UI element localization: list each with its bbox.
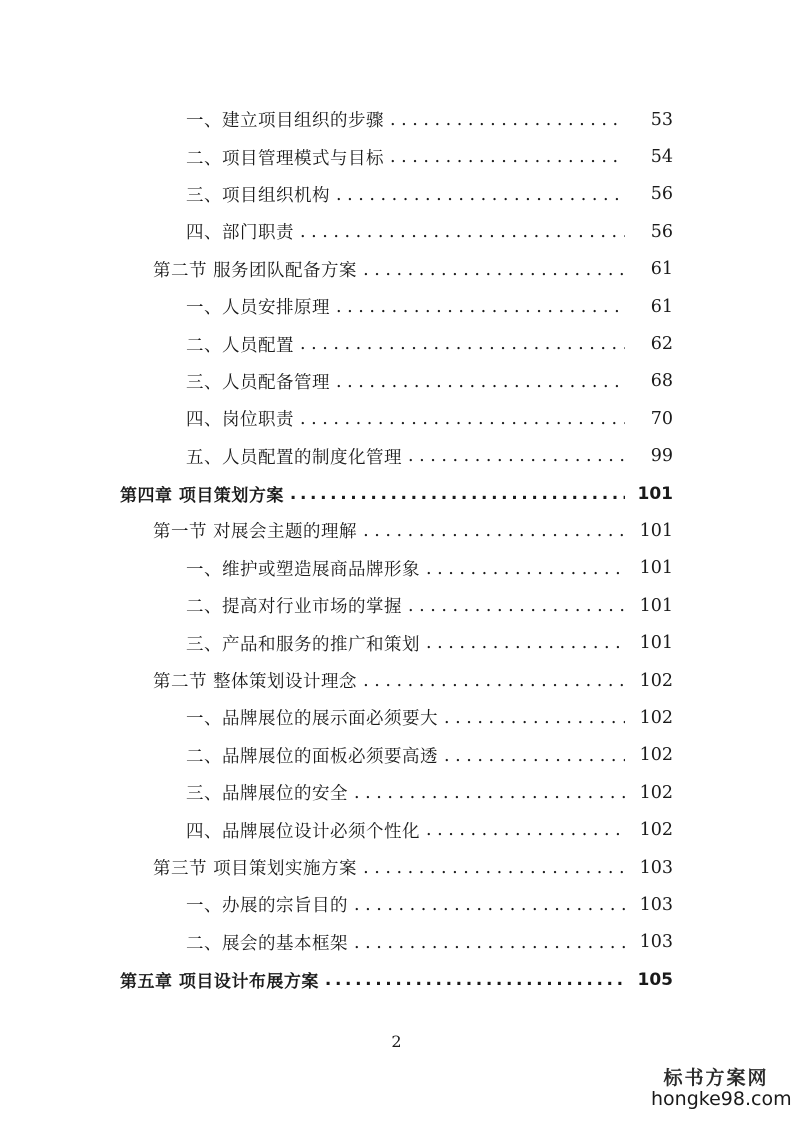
toc-dot-leader — [426, 561, 625, 579]
toc-entry-page: 99 — [650, 446, 673, 467]
toc-entry-page: 56 — [650, 184, 673, 205]
toc-entry-page: 102 — [639, 707, 673, 728]
toc-dot-leader — [336, 187, 625, 205]
toc-entry-title: 二、提高对行业市场的掌握 — [186, 597, 402, 618]
toc-entry-title: 三、项目组织机构 — [186, 185, 330, 206]
toc-entry-title: 四、岗位职责 — [186, 410, 294, 431]
watermark-site-name: 标书方案网 — [663, 1067, 769, 1090]
toc-section-entry[interactable] — [0, 849, 793, 886]
toc-dot-leader — [354, 785, 625, 803]
toc-entry-title: 一、品牌展位的展示面必须要大 — [186, 709, 438, 730]
toc-dot-leader — [300, 224, 625, 242]
toc-item-entry[interactable] — [0, 587, 793, 624]
toc-entry-page: 54 — [650, 147, 673, 168]
toc-entry-title: 三、产品和服务的推广和策划 — [186, 634, 420, 655]
toc-entry-page: 102 — [639, 745, 673, 766]
toc-entry-page: 103 — [639, 894, 673, 915]
toc-entry-title: 三、人员配备管理 — [186, 372, 330, 393]
toc-item-entry[interactable] — [0, 363, 793, 400]
toc-entry-page: 102 — [639, 782, 673, 803]
toc-item-entry[interactable] — [0, 325, 793, 362]
toc-dot-leader — [408, 448, 625, 466]
toc-chapter-entry[interactable] — [0, 475, 793, 512]
toc-chapter-entry[interactable] — [0, 961, 793, 998]
toc-dot-leader — [354, 897, 625, 915]
toc-entry-page: 68 — [650, 371, 673, 392]
toc-entry-page: 53 — [650, 109, 673, 130]
toc-item-entry[interactable] — [0, 101, 793, 138]
toc-item-entry[interactable] — [0, 774, 793, 811]
toc-dot-leader — [426, 635, 625, 653]
watermark-site-url: hongke98.com — [651, 1088, 792, 1111]
toc-entry-page: 103 — [639, 932, 673, 953]
toc-section-entry[interactable] — [0, 662, 793, 699]
toc-entry-title: 四、品牌展位设计必须个性化 — [186, 821, 420, 842]
page-number: 2 — [391, 1032, 402, 1051]
toc-item-entry[interactable] — [0, 213, 793, 250]
toc-entry-title: 一、办展的宗旨目的 — [186, 896, 348, 917]
toc-entry-page: 101 — [639, 558, 673, 579]
table-of-contents — [0, 101, 793, 998]
toc-dot-leader — [290, 486, 625, 503]
toc-dot-leader — [354, 935, 625, 953]
toc-entry-page: 61 — [650, 296, 673, 317]
toc-entry-title: 第一节 对展会主题的理解 — [153, 522, 358, 543]
toc-entry-page: 103 — [639, 857, 673, 878]
toc-item-entry[interactable] — [0, 438, 793, 475]
toc-dot-leader — [363, 262, 625, 280]
toc-dot-leader — [363, 523, 625, 541]
toc-entry-page: 102 — [639, 820, 673, 841]
toc-dot-leader — [390, 149, 625, 167]
toc-dot-leader — [363, 673, 625, 691]
toc-entry-title: 二、项目管理模式与目标 — [186, 148, 384, 169]
toc-dot-leader — [408, 598, 625, 616]
toc-entry-page: 101 — [639, 633, 673, 654]
toc-item-entry[interactable] — [0, 288, 793, 325]
toc-entry-title: 二、品牌展位的面板必须要高透 — [186, 746, 438, 767]
toc-entry-title: 第四章 项目策划方案 — [120, 486, 284, 507]
toc-dot-leader — [444, 710, 625, 728]
toc-dot-leader — [336, 299, 625, 317]
toc-entry-title: 第二节 整体策划设计理念 — [153, 672, 358, 693]
toc-entry-page: 101 — [639, 595, 673, 616]
toc-entry-page: 101 — [637, 483, 673, 504]
toc-entry-title: 一、建立项目组织的步骤 — [186, 111, 384, 132]
toc-entry-page: 101 — [639, 520, 673, 541]
toc-entry-title: 四、部门职责 — [186, 223, 294, 244]
toc-entry-title: 一、人员安排原理 — [186, 298, 330, 319]
toc-item-entry[interactable] — [0, 550, 793, 587]
toc-entry-page: 70 — [650, 408, 673, 429]
toc-dot-leader — [336, 374, 625, 392]
toc-item-entry[interactable] — [0, 737, 793, 774]
toc-dot-leader — [363, 860, 625, 878]
toc-entry-title: 五、人员配置的制度化管理 — [186, 447, 402, 468]
toc-item-entry[interactable] — [0, 138, 793, 175]
toc-item-entry[interactable] — [0, 624, 793, 661]
toc-entry-title: 一、维护或塑造展商品牌形象 — [186, 559, 420, 580]
toc-entry-page: 102 — [639, 670, 673, 691]
toc-dot-leader — [426, 822, 625, 840]
toc-item-entry[interactable] — [0, 811, 793, 848]
toc-entry-title: 二、展会的基本框架 — [186, 933, 348, 954]
toc-entry-page: 61 — [650, 259, 673, 280]
toc-entry-page: 62 — [650, 334, 673, 355]
toc-entry-page: 56 — [650, 221, 673, 242]
toc-dot-leader — [300, 411, 625, 429]
toc-item-entry[interactable] — [0, 176, 793, 213]
toc-section-entry[interactable] — [0, 251, 793, 288]
toc-entry-title: 三、品牌展位的安全 — [186, 784, 348, 805]
toc-dot-leader — [390, 112, 625, 130]
toc-item-entry[interactable] — [0, 886, 793, 923]
toc-section-entry[interactable] — [0, 512, 793, 549]
toc-entry-page: 105 — [637, 969, 673, 990]
toc-dot-leader — [444, 748, 625, 766]
toc-dot-leader — [300, 336, 625, 354]
site-watermark — [651, 1067, 792, 1111]
toc-item-entry[interactable] — [0, 400, 793, 437]
toc-dot-leader — [325, 972, 625, 989]
toc-item-entry[interactable] — [0, 924, 793, 961]
toc-entry-title: 第三节 项目策划实施方案 — [153, 859, 358, 879]
toc-item-entry[interactable] — [0, 699, 793, 736]
toc-entry-title: 第五章 项目设计布展方案 — [120, 972, 319, 993]
toc-entry-title: 二、人员配置 — [186, 335, 294, 356]
toc-entry-title: 第二节 服务团队配备方案 — [153, 260, 358, 281]
